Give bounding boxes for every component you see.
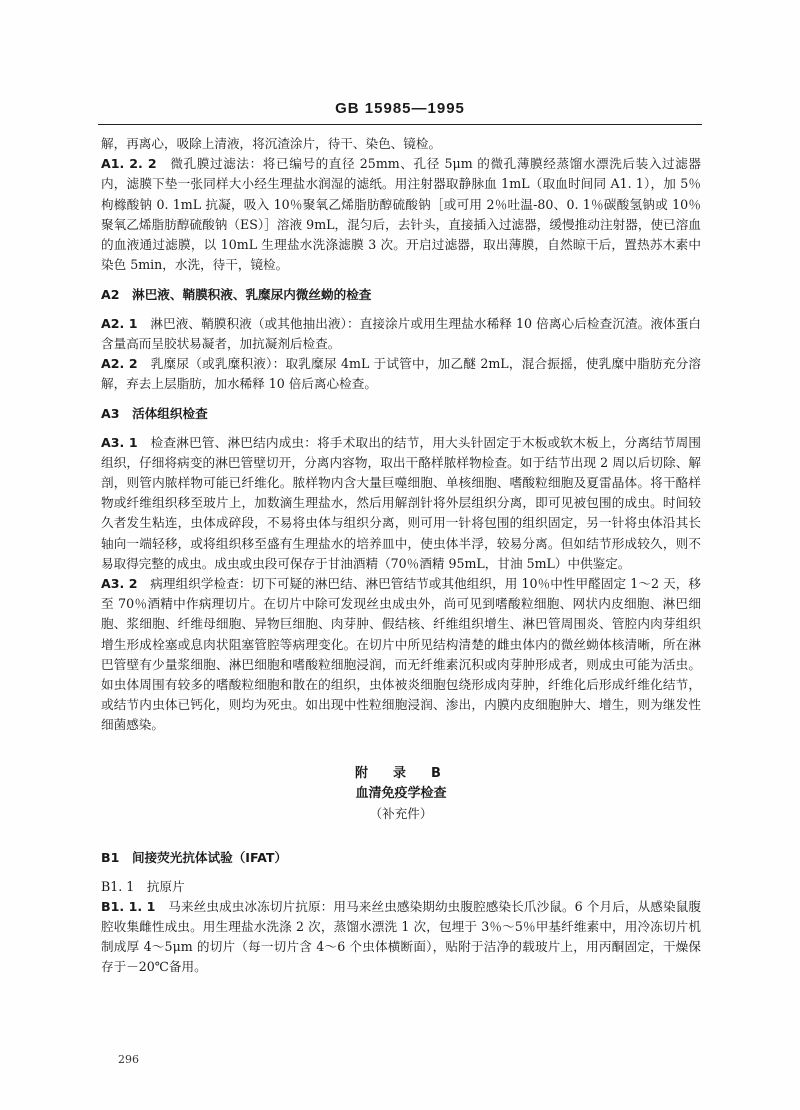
paragraph-b111 [101,897,701,978]
clause-number: A2. 1 [101,315,138,331]
paragraph-a32 [101,574,701,736]
paragraph-a1-continued: 解，再离心，吸除上清液，将沉渣涂片，待干、染色、镜检。 [101,136,442,151]
clause-text: 微孔膜过滤法：将已编号的直径 25mm、孔径 5μm 的微孔薄膜经蒸馏水漂洗后装入过滤器内，滤膜下垫一张同样大小经生理盐水润湿的滤纸。用注射器取静脉血 1mL（取血时间同 A1. 1），加 5％枸橼酸钠 0. 1mL 抗凝，吸入 10％聚氧乙烯脂肪醇硫酸钠［或可用 2％吐温-80、0. 1％碳酸氢钠或 10％聚氧乙烯脂肪醇硫酸钠（ES）］溶液 9mL，混匀后，去针头，直接插入过滤器，缓慢推动注射器，使已溶血的血液通过滤膜，以 10mL 生理盐水洗涤滤膜 3 次。开启过滤器，取出薄膜，自然晾干后，置热苏木素中染色 5min，水洗，待干，镜检。 [101,156,702,273]
clause-number: A1. 2. 2 [101,156,157,172]
section-title-b1: B1 间接荧光抗体试验（IFAT） [101,850,288,866]
appendix-label: 附 录 B [355,765,447,781]
header-rule [98,124,702,125]
appendix-subtitle: （补充件） [369,806,433,822]
paragraph-a22 [101,354,701,394]
clause-text: 乳糜尿（或乳糜积液）：取乳糜尿 4mL 于试管中，加乙醚 2mL，混合振摇，使乳糜中脂肪充分溶解，弃去上层脂肪，加水稀释 10 倍后离心检查。 [101,356,701,392]
section-title-a3: A3 活体组织检查 [101,406,208,422]
paragraph-a21 [101,314,701,354]
appendix-title: 血清免疫学检查 [355,785,447,801]
clause-number: A2. 2 [101,356,138,372]
clause-text: 马来丝虫成虫冰冻切片抗原：用马来丝虫感染期幼虫腹腔感染长爪沙鼠。6 个月后，从感染鼠腹腔收集雌性成虫。用生理盐水洗涤 2 次，蒸馏水漂洗 1 次，包埋于 3％～5％甲基纤维素中，用冷冻切片机制成厚 4～5μm 的切片（每一切片含 4～6 个虫体横断面），贴附于洁净的载玻片上，用丙酮固定，干燥保存于－20℃备用。 [101,898,701,975]
subsection-title-b11: B1. 1 抗原片 [101,878,185,894]
clause-text: 病理组织学检查：切下可疑的淋巴结、淋巴管结节或其他组织，用 10％中性甲醛固定 1～2 天，移至 70％酒精中作病理切片。在切片中除可发现丝虫成虫外，尚可见到嗜酸粒细胞、网状内皮细胞、淋巴细胞、浆细胞、纤维母细胞、异物巨细胞、肉芽肿、假结核、纤维组织增生、淋巴管周围炎、管腔内肉芽组织增生形成栓塞或息肉状阻塞管腔等病理变化。在切片中所见结构清楚的雌虫体内的微丝蚴体核清晰，所在淋巴管壁有少量浆细胞、淋巴细胞和嗜酸粒细胞浸润，而无纤维素沉积或肉芽肿形成者，则成虫可能为活虫。如虫体周围有较多的嗜酸粒细胞和散在的组织，虫体被炎细胞包绕形成肉芽肿，纤维化后形成纤维化结节，或结节内虫体已钙化，则均为死虫。如出现中性粒细胞浸润、渗出，内膜内皮细胞肿大、增生，则为继发性细菌感染。 [101,576,701,733]
paragraph-a31 [101,433,701,574]
paragraph-a122 [101,154,701,275]
standard-header: GB 15985—1995 [335,100,465,117]
clause-number: A3. 1 [101,434,138,450]
page-number: 296 [118,1053,139,1066]
clause-number: B1. 1. 1 [101,898,156,914]
section-title-a2: A2 淋巴液、鞘膜积液、乳糜尿内微丝蚴的检查 [101,287,372,303]
clause-number: A3. 2 [101,576,138,592]
clause-text: 检查淋巴管、淋巴结内成虫：将手术取出的结节，用大头针固定于木板或软木板上，分离结节周围组织，仔细将病变的淋巴管壁切开，分离内容物，取出干酪样脓样物检查。如于结节出现 2 周以后切除、解剖，则管内脓样物可能已纤维化。脓样物内含大量巨噬细胞、单核细胞、嗜酸粒细胞及夏雷晶体。将干酪样物或纤维组织移至玻片上，加数滴生理盐水，然后用解剖针将外层组织分离，即可见被包围的成虫。时间较久者发生粘连，虫体成碎段，不易将虫体与组织分离，则可用一针将包围的组织固定，另一针将虫体沿其长轴向一端轻移，或将组织移至盛有生理盐水的培养皿中，使虫体半浮，较易分离。但如结节形成较久，则不易取得完整的成虫。成虫或虫段可保存于甘油酒精（70％酒精 95mL，甘油 5mL）中供鉴定。 [101,434,701,571]
document-body [101,134,701,978]
clause-text: 淋巴液、鞘膜积液（或其他抽出液）：直接涂片或用生理盐水稀释 10 倍离心后检查沉渣。液体蛋白含量高而呈胶状易凝者，加抗凝剂后检查。 [101,315,701,351]
